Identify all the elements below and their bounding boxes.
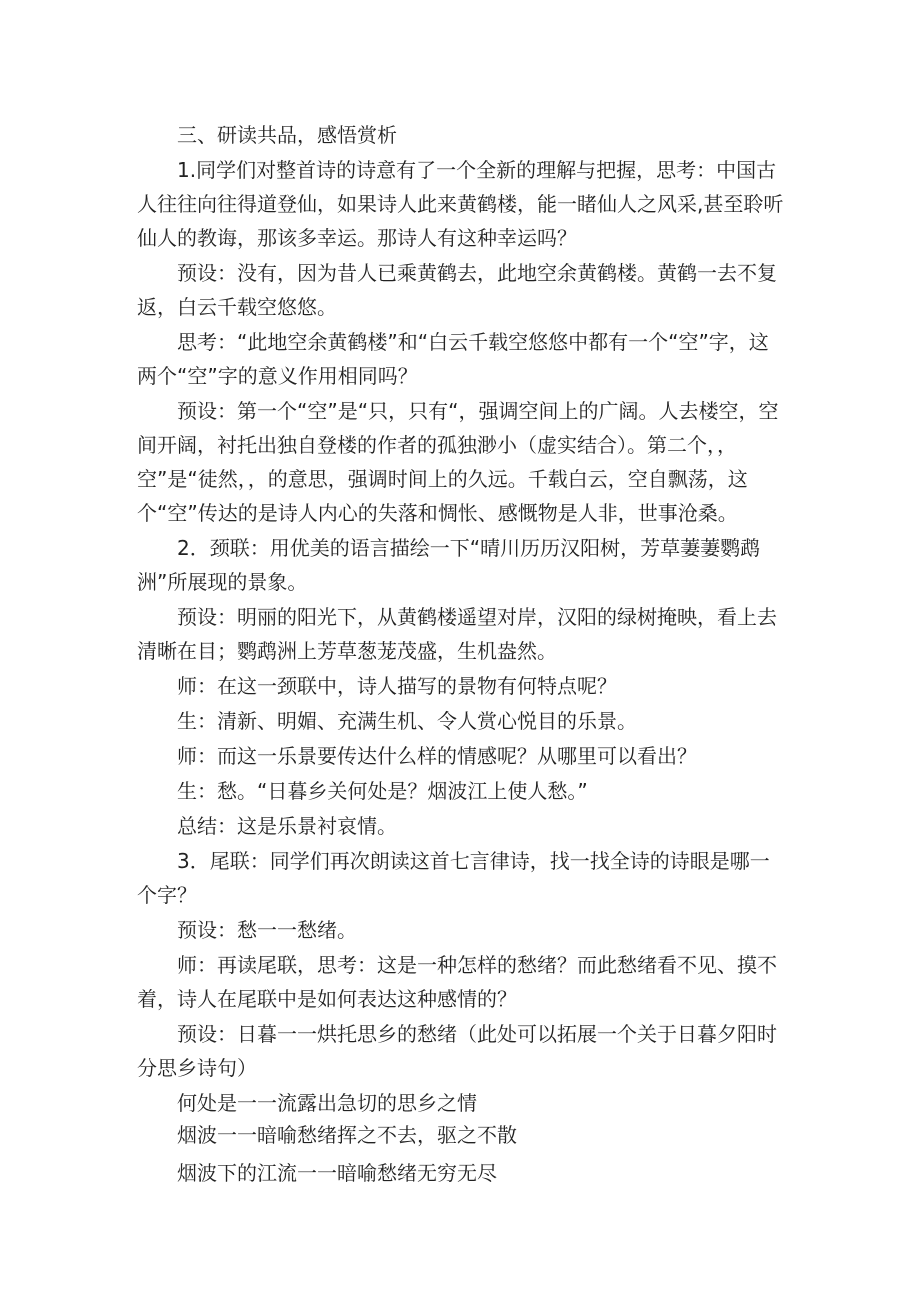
teacher-line-2: 师：而这一乐景要传达什么样的情感呢？从哪里可以看出？ — [177, 744, 697, 768]
list-item: 烟波下的江流一一暗喻愁绪无穷无尽 — [177, 1161, 497, 1185]
answer-2: 预设：明丽的阳光下，从黄鹤楼遥望对岸，汉阳的绿树掩映，看上去清晰在目；鹦鹉洲上芳草葱茏茂盛，生机盎然。 — [137, 605, 777, 663]
list-item: 何处是一一流露出急切的思乡之情 — [177, 1091, 477, 1115]
teacher-line-1: 师：在这一颈联中，诗人描写的景物有何特点呢？ — [177, 674, 617, 698]
answer-1b: 预设：第一个“空”是“只，只有“，强调空间上的广阔。人去楼空，空间开阔，衬托出独自登楼的作者的孤独渺小（虚实结合）。第二个，，空”是“徒然，，的意思，强调时间上的久远。千载白云，空自飘荡，这个“空”传达的是诗人内心的失落和惆怅、感慨物是人非，世事沧桑。 — [137, 399, 779, 525]
answer-3: 预设：愁一一愁绪。 — [177, 918, 357, 942]
list-item: 烟波一一暗喻愁绪挥之不去，驱之不散 — [177, 1123, 517, 1147]
document-body — [137, 118, 787, 1191]
answer-1: 预设：没有，因为昔人已乘黄鹤去，此地空余黄鹤楼。黄鹤一去不复返，白云千载空悠悠。 — [137, 261, 777, 319]
section-heading: 三、研读共品，感悟赏析 — [177, 123, 397, 147]
question-2: 2．颈联：用优美的语言描绘一下“晴川历历汉阳树，芳草萋萋鹦鹉洲”所展现的景象。 — [137, 536, 761, 594]
teacher-line-3: 师：再读尾联，思考：这是一种怎样的愁绪？而此愁绪看不见、摸不着，诗人在尾联中是如何表达这种感情的？ — [137, 953, 777, 1011]
student-line-1: 生：清新、明媚、充满生机、令人赏心悦目的乐景。 — [177, 709, 637, 733]
question-1b: 思考：“此地空余黄鹤楼”和“白云千载空悠悠中都有一个“空”字，这两个“空”字的意义作用相同吗？ — [137, 330, 769, 388]
question-1: 1.同学们对整首诗的诗意有了一个全新的理解与把握，思考：中国古人往往向往得道登仙，如果诗人此来黄鹤楼，能一睹仙人之风采,甚至聆听仙人的教诲，那该多幸运。那诗人有这种幸运吗？ — [137, 158, 784, 250]
summary-line: 总结：这是乐景衬哀情。 — [177, 814, 397, 838]
answer-3b: 预设：日暮一一烘托思乡的愁绪（此处可以拓展一个关于日暮夕阳时分思乡诗句） — [137, 1022, 777, 1080]
student-line-2: 生：愁。“日暮乡关何处是？烟波江上使人愁。” — [177, 779, 588, 803]
question-3: 3．尾联：同学们再次朗读这首七言律诗，找一找全诗的诗眼是哪一个字？ — [137, 849, 770, 907]
